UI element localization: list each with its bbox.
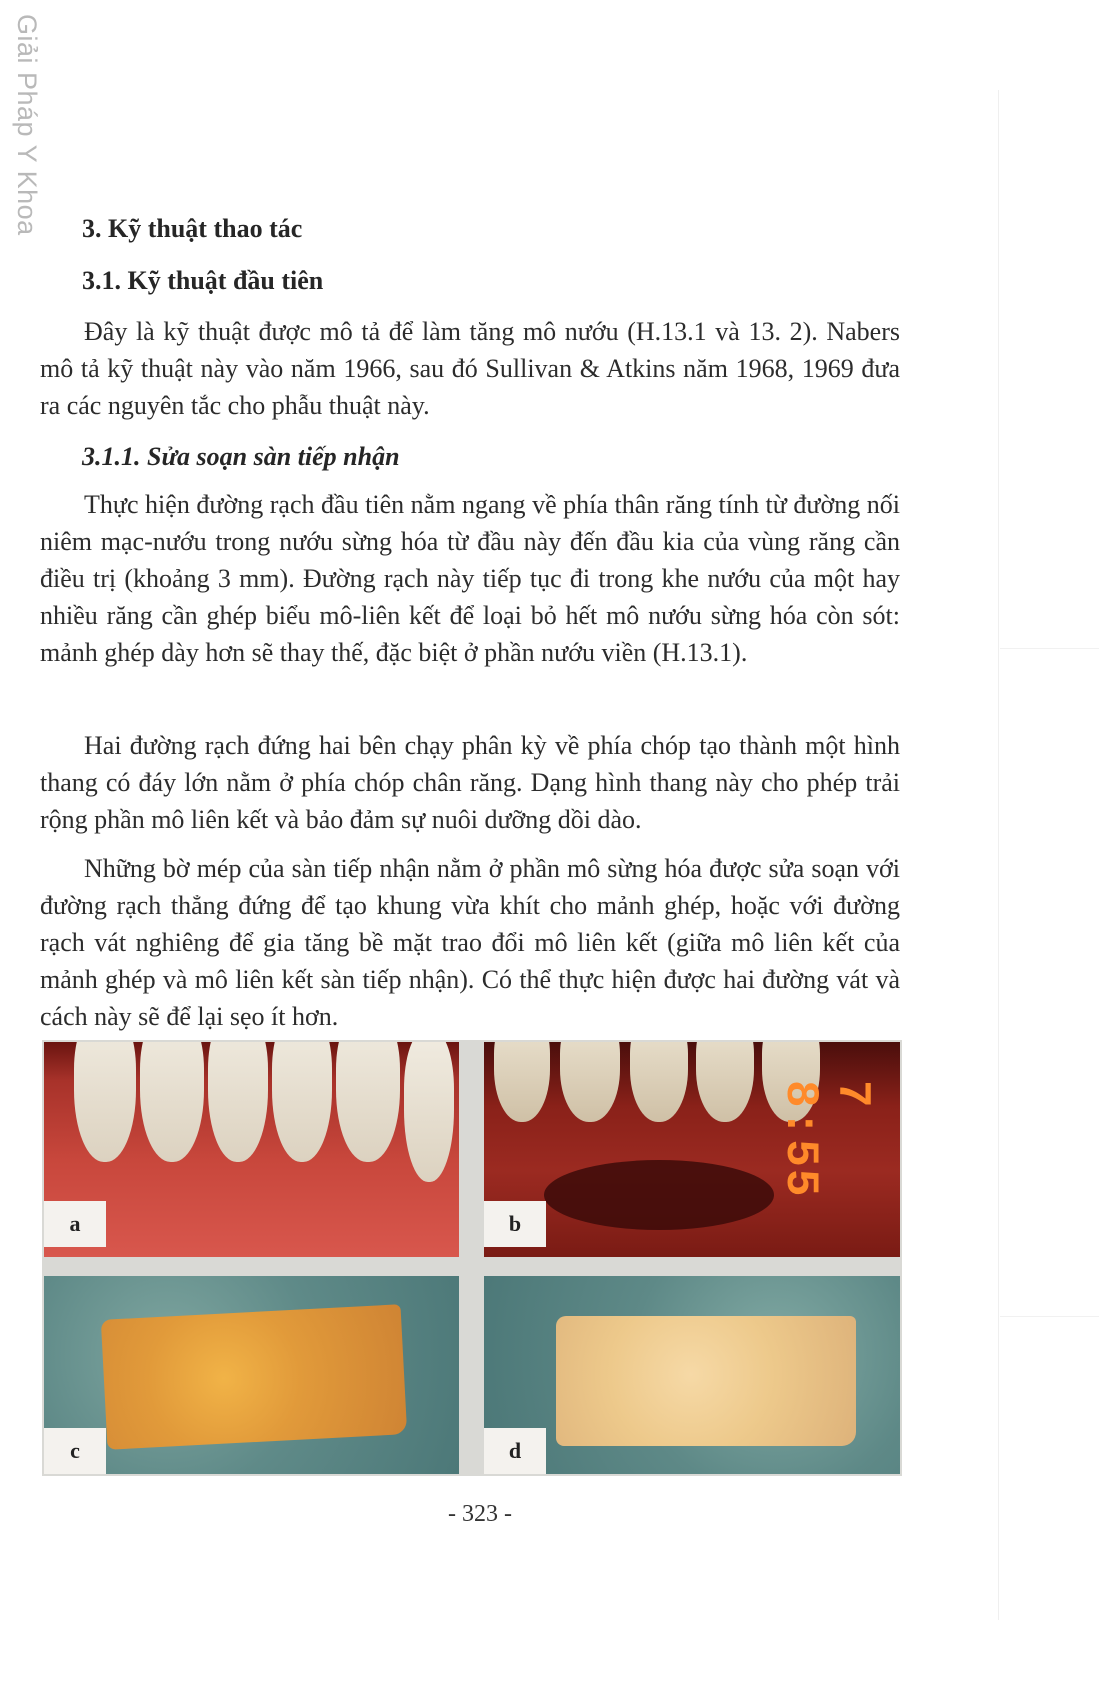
figure-photo-d [484, 1276, 900, 1474]
paragraph-vertical-incisions: Hai đường rạch đứng hai bên chạy phân kỳ về phía chóp tạo thành một hình thang có đáy lớn nằm ở phía chóp chân răng. Dạng hình thang này cho phép trải rộng phần mô liên kết và bảo đảm sự nuôi dưỡng dồi dào. [40, 731, 900, 834]
figure-photo-b [484, 1042, 900, 1257]
paragraph-intro: Đây là kỹ thuật được mô tả để làm tăng mô nướu (H.13.1 và 13. 2). Nabers mô tả kỹ thuật này vào năm 1966, sau đó Sullivan & Atkins năm 1968, 1969 đưa ra các nguyên tắc cho phẫu thuật này. [40, 317, 900, 420]
subsection-heading: 3.1. Kỹ thuật đầu tiên [82, 266, 324, 295]
subsubsection-heading: 3.1.1. Sửa soạn sàn tiếp nhận [82, 442, 400, 471]
scan-edge-line [998, 90, 999, 1620]
paragraph-recipient-margins: Những bờ mép của sàn tiếp nhận nằm ở phần mô sừng hóa được sửa soạn với đường rạch thẳng đứng để tạo khung vừa khít cho mảnh ghép, hoặc với đường rạch vát nghiêng để gia tăng bề mặt trao đổi mô liên kết (giữa mô liên kết của mảnh ghép và mô liên kết sàn tiếp nhận). Có thể thực hiện được hai đường vát và cách này sẽ để lại sẹo ít hơn. [40, 854, 900, 1031]
figure-label-a: a [44, 1201, 106, 1247]
scan-edge-mark [1000, 648, 1099, 649]
scan-edge-mark [1000, 1316, 1099, 1317]
figure-label-b: b [484, 1201, 546, 1247]
figure-photo-a [44, 1042, 459, 1257]
photo-timestamp: 7 8:55 [774, 1080, 878, 1199]
figure-label-d: d [484, 1428, 546, 1474]
figure-photo-c [44, 1276, 459, 1474]
paragraph-incision: Thực hiện đường rạch đầu tiên nằm ngang về phía thân răng tính từ đường nối niêm mạc-nướu trong nướu sừng hóa từ đầu này đến đầu kia của vùng răng cần điều trị (khoảng 3 mm). Đường rạch này tiếp tục đi trong khe nướu của một hay nhiều răng cần ghép biểu mô-liên kết để loại bỏ hết mô nướu sừng hóa còn sót: mảnh ghép dày hơn sẽ thay thế, đặc biệt ở phần nướu viền (H.13.1). [40, 490, 900, 667]
section-heading: 3. Kỹ thuật thao tác [82, 214, 303, 243]
page-number: - 323 - [448, 1501, 512, 1527]
figure-label-c: c [44, 1428, 106, 1474]
figure-13-1 [42, 1040, 902, 1476]
watermark-text: Giải Pháp Y Khoa [12, 14, 42, 236]
